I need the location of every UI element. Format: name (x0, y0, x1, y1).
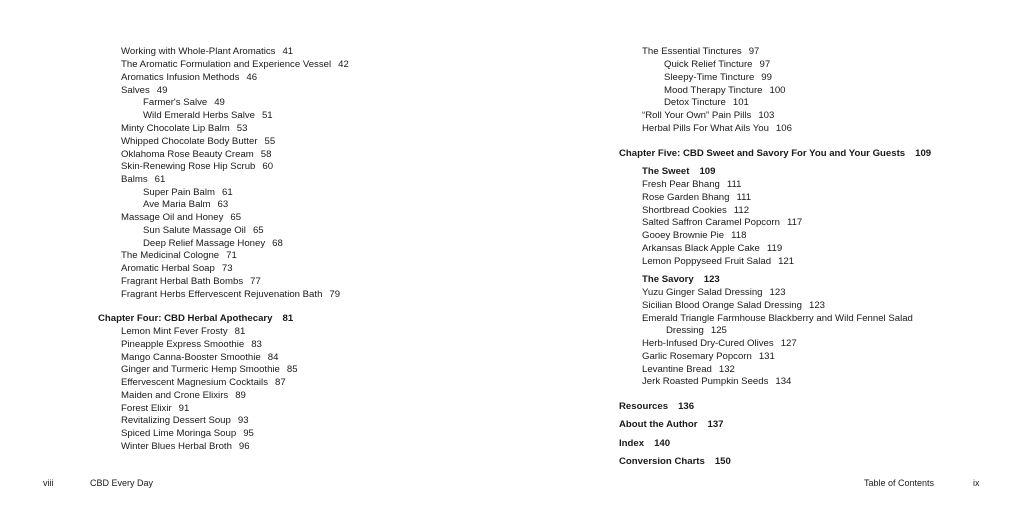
chapter-heading: Chapter Five: CBD Sweet and Savory For You and Your Guests 109 (619, 148, 932, 159)
toc-entry: Salted Saffron Caramel Popcorn 117 (642, 217, 803, 228)
toc-entry: The Essential Tinctures 97 (642, 46, 760, 57)
toc-entry: Ginger and Turmeric Hemp Smoothie 85 (121, 364, 298, 375)
toc-entry: The Aromatic Formulation and Experience Vessel 42 (121, 59, 349, 70)
toc-entry: Lemon Poppyseed Fruit Salad 121 (642, 256, 795, 267)
toc-entry: Super Pain Balm 61 (143, 187, 233, 198)
toc-entry: Maiden and Crone Elixirs 89 (121, 390, 246, 401)
toc-entry: Yuzu Ginger Salad Dressing 123 (642, 287, 786, 298)
toc-entry: Deep Relief Massage Honey 68 (143, 238, 283, 249)
right-page (512, 0, 1024, 512)
toc-entry: Sicilian Blood Orange Salad Dressing 123 (642, 300, 825, 311)
toc-entry: Minty Chocolate Lip Balm 53 (121, 123, 248, 134)
toc-entry: Mango Canna-Booster Smoothie 84 (121, 352, 279, 363)
toc-entry: Garlic Rosemary Popcorn 131 (642, 351, 775, 362)
toc-entry: Skin-Renewing Rose Hip Scrub 60 (121, 161, 274, 172)
toc-entry: Rose Garden Bhang 111 (642, 192, 752, 203)
back-matter-heading: Conversion Charts 150 (619, 456, 731, 467)
toc-entry: Mood Therapy Tincture 100 (664, 85, 786, 96)
toc-entry: Whipped Chocolate Body Butter 55 (121, 136, 276, 147)
toc-entry: Gooey Brownie Pie 118 (642, 230, 747, 241)
chapter-heading: Chapter Four: CBD Herbal Apothecary 81 (98, 313, 294, 324)
toc-entry: Sun Salute Massage Oil 65 (143, 225, 264, 236)
section-heading: The Sweet 109 (642, 166, 716, 177)
toc-entry: Working with Whole-Plant Aromatics 41 (121, 46, 294, 57)
toc-entry: Fragrant Herbs Effervescent Rejuvenation Bath 79 (121, 289, 341, 300)
toc-entry: Balms 61 (121, 174, 166, 185)
toc-entry: “Roll Your Own” Pain Pills 103 (642, 110, 775, 121)
toc-entry: Arkansas Black Apple Cake 119 (642, 243, 783, 254)
toc-entry: Effervescent Magnesium Cocktails 87 (121, 377, 286, 388)
toc-entry: Aromatic Herbal Soap 73 (121, 263, 233, 274)
toc-entry: Jerk Roasted Pumpkin Seeds 134 (642, 376, 792, 387)
toc-entry: Fresh Pear Bhang 111 (642, 179, 742, 190)
running-footer-title: CBD Every Day (90, 478, 154, 488)
toc-entry: Sleepy-Time Tincture 99 (664, 72, 772, 83)
toc-entry: Emerald Triangle Farmhouse Blackberry and Wild Fennel Salad (642, 313, 913, 324)
toc-entry: Salves 49 (121, 85, 168, 96)
toc-entry: Pineapple Express Smoothie 83 (121, 339, 262, 350)
toc-entry: Fragrant Herbal Bath Bombs 77 (121, 276, 261, 287)
toc-entry: Detox Tincture 101 (664, 97, 749, 108)
toc-entry: Winter Blues Herbal Broth 96 (121, 441, 250, 452)
toc-entry: Spiced Lime Moringa Soup 95 (121, 428, 254, 439)
toc-entry: Ave Maria Balm 63 (143, 199, 229, 210)
toc-entry: Quick Relief Tincture 97 (664, 59, 771, 70)
back-matter-heading: Resources 136 (619, 401, 695, 412)
page-number: viii (43, 478, 54, 488)
toc-entry-continuation: Dressing 125 (666, 325, 727, 336)
page-number: ix (973, 478, 980, 488)
toc-entry: Lemon Mint Fever Frosty 81 (121, 326, 246, 337)
toc-entry: The Medicinal Cologne 71 (121, 250, 237, 261)
toc-entry: Revitalizing Dessert Soup 93 (121, 415, 249, 426)
toc-entry: Wild Emerald Herbs Salve 51 (143, 110, 273, 121)
toc-entry: Herb-Infused Dry-Cured Olives 127 (642, 338, 797, 349)
toc-entry: Oklahoma Rose Beauty Cream 58 (121, 149, 272, 160)
back-matter-heading: About the Author 137 (619, 419, 724, 430)
running-footer-title: Table of Contents (864, 478, 935, 488)
section-heading: The Savory 123 (642, 274, 720, 285)
toc-entry: Levantine Bread 132 (642, 364, 735, 375)
toc-entry: Forest Elixir 91 (121, 403, 190, 414)
toc-entry: Farmer's Salve 49 (143, 97, 225, 108)
back-matter-heading: Index 140 (619, 438, 671, 449)
toc-entry: Massage Oil and Honey 65 (121, 212, 242, 223)
toc-entry: Aromatics Infusion Methods 46 (121, 72, 258, 83)
toc-entry: Shortbread Cookies 112 (642, 205, 750, 216)
toc-entry: Herbal Pills For What Ails You 106 (642, 123, 792, 134)
